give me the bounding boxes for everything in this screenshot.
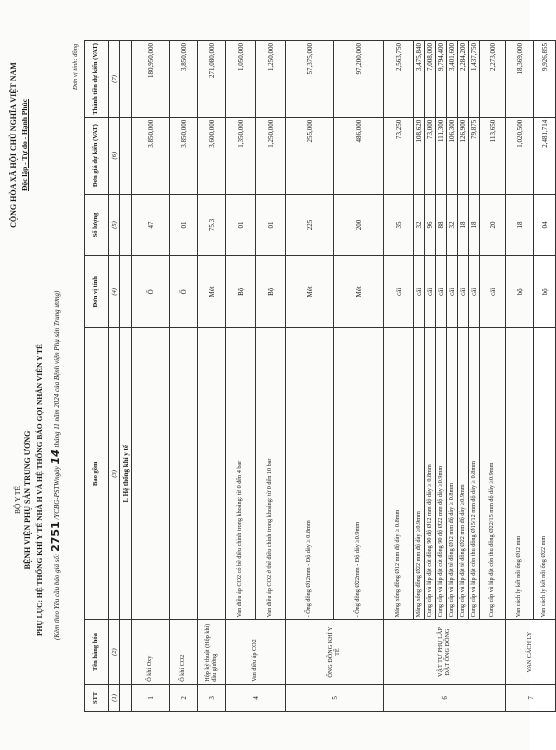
- header-stt: STT: [85, 684, 109, 711]
- row-price: 113,650: [480, 117, 506, 194]
- row-stt: 2: [170, 684, 198, 711]
- header-total: Thành tiền dự kiến (VAT): [85, 41, 109, 118]
- table-row: [414, 41, 425, 712]
- row-includes: Cung cấp và lắp đặt tê đồng Ø12 mm độ dày ≥ 0.8mm: [447, 328, 458, 620]
- row-unit: bộ: [534, 256, 556, 328]
- row-qty: 18: [458, 194, 469, 256]
- row-name: VẬT TƯ PHỤ LẮP ĐẶT ỐNG ĐỒNG: [384, 620, 506, 684]
- table-row: [384, 41, 414, 712]
- doc-number: 2751: [49, 521, 62, 552]
- table-row: [447, 41, 458, 712]
- row-includes: Cung cấp và lắp đặt tê đồng Ø22 mm độ dày ≥0.9mm: [458, 328, 469, 620]
- row-price: 108,620: [414, 117, 425, 194]
- appendix-title: PHỤ LỤC: HỆ THỐNG KHÍ Y TẾ NHÀ H VÀ HỆ THỐNG BÁO GỌI NHÂN VIÊN Y TẾ: [35, 343, 44, 637]
- col-number: (1): [109, 684, 120, 711]
- row-price: 2,481,714: [534, 117, 556, 194]
- row-includes: Măng xông đồng Ø22 mm độ dày ≥0.9mm: [414, 328, 425, 620]
- row-unit: cái: [414, 256, 425, 328]
- row-total: 1,437,750: [469, 41, 480, 118]
- row-unit: Ổ: [132, 256, 170, 328]
- table-row: [198, 41, 226, 712]
- row-price: 79,875: [469, 117, 480, 194]
- table-row: [469, 41, 480, 712]
- row-unit: cái: [384, 256, 414, 328]
- row-includes: Van điều áp CO2 có bề điều chỉnh trong khoảng: từ 0 đến 4 bar: [226, 328, 256, 620]
- row-stt: 1: [132, 684, 170, 711]
- row-total: 7,008,000: [425, 41, 436, 118]
- col-number: (3): [109, 328, 120, 620]
- row-total: 9,794,400: [436, 41, 447, 118]
- row-name: Ổ khí CO2: [170, 620, 198, 684]
- row-qty: 18: [506, 194, 534, 256]
- row-qty: 96: [425, 194, 436, 256]
- row-stt: 7: [506, 684, 556, 711]
- row-price: 3.850,000: [170, 117, 198, 194]
- header-price: Đơn giá dự kiến (VAT): [85, 117, 109, 194]
- table-row: [506, 41, 534, 712]
- row-unit: cái: [458, 256, 469, 328]
- subtitle-prefix: (Kèm theo Yêu cầu báo giá số:: [53, 553, 61, 640]
- row-stt: 5: [286, 684, 384, 711]
- subtitle-mid: /YCBG-PSTWngày: [53, 466, 61, 520]
- section-row: [120, 41, 132, 712]
- row-price: 1,250,000: [256, 117, 286, 194]
- row-unit: Mét: [334, 256, 384, 328]
- row-price: 73,250: [384, 117, 414, 194]
- table-row: [436, 41, 447, 712]
- row-unit: Mét: [198, 256, 226, 328]
- row-price: 73,000: [425, 117, 436, 194]
- day-number: 14: [49, 449, 62, 465]
- row-unit: cái: [425, 256, 436, 328]
- row-qty: 225: [286, 194, 334, 256]
- row-includes: Cung cấp và lắp đặt cút đồng 90 độ Ø12 mm độ dày ≥ 0.8mm: [425, 328, 436, 620]
- national-motto: Độc lập - Tự do - Hạnh Phúc: [20, 98, 29, 192]
- hospital-name: BỆNH VIỆN PHỤ SẢN TRUNG ƯƠNG: [23, 430, 32, 570]
- row-total: 1,250,000: [256, 41, 286, 118]
- row-price: 255,000: [286, 117, 334, 194]
- row-name: VAN CÁCH LY: [506, 620, 556, 684]
- col-number: (5): [109, 194, 120, 256]
- row-total: 2,273,000: [480, 41, 506, 118]
- row-price: 106,300: [447, 117, 458, 194]
- row-unit: Bộ: [226, 256, 256, 328]
- row-unit: Bộ: [256, 256, 286, 328]
- row-total: 3,850,000: [170, 41, 198, 118]
- table-row: [170, 41, 198, 712]
- row-price: 1,350,000: [226, 117, 256, 194]
- row-total: 1,050,000: [226, 41, 256, 118]
- row-qty: 75.3: [198, 194, 226, 256]
- table-row: [256, 41, 286, 712]
- row-total: 3,401,600: [447, 41, 458, 118]
- row-unit: cái: [480, 256, 506, 328]
- row-price: 111,300: [436, 117, 447, 194]
- col-number: (6): [109, 117, 120, 194]
- row-name: ỐNG ĐỒNG KHÍ Y TẾ: [286, 620, 384, 684]
- ministry-name: BỘ Y TẾ: [13, 485, 22, 515]
- row-includes: Van điều áp CO2 ở thể điều chỉnh trong khoảng: từ 0 đến 10 bar: [256, 328, 286, 620]
- subtitle-suffix: tháng 11 năm 2024 của Bệnh viện Phụ sản Trung ương): [53, 290, 61, 448]
- row-qty: 20: [480, 194, 506, 256]
- row-price: 3.850,000: [132, 117, 170, 194]
- row-total: 2,284,200: [458, 41, 469, 118]
- row-includes: - Ống đồng Ø12mm - Độ dày ≥ 0.8mm: [286, 328, 334, 620]
- row-qty: 04: [534, 194, 556, 256]
- row-includes: Van cách ly kết nối ống Ø22 mm: [534, 328, 556, 620]
- row-price: 3,600,000: [198, 117, 226, 194]
- row-includes: [132, 328, 170, 620]
- header-name: Tên hàng hóa: [85, 620, 109, 684]
- row-unit: cái: [469, 256, 480, 328]
- row-total: 9,926,855: [534, 41, 556, 118]
- row-name: Van điều áp CO2: [226, 620, 286, 684]
- row-name: Ổ khí Oxy: [132, 620, 170, 684]
- header-qty: Số lượng: [85, 194, 109, 256]
- table-row: [458, 41, 469, 712]
- row-qty: 01: [170, 194, 198, 256]
- row-qty: 200: [334, 194, 384, 256]
- row-qty: 01: [256, 194, 286, 256]
- section-title: I. Hệ thống khí y tế: [120, 328, 132, 620]
- row-qty: 18: [469, 194, 480, 256]
- row-includes: Cung cấp và lắp đặt cút đồng 90 độ Ø22 mm độ dày ≥0.9mm: [436, 328, 447, 620]
- row-qty: 35: [384, 194, 414, 256]
- row-price: 486,000: [334, 117, 384, 194]
- header-includes: Bao gồm: [85, 328, 109, 620]
- row-qty: 47: [132, 194, 170, 256]
- table-row: [334, 41, 384, 712]
- row-includes: Cung cấp và lắp đặt côn thu đồng Ø22/15 mm độ dày ≥0.9mm: [480, 328, 506, 620]
- col-number: (2): [109, 620, 120, 684]
- row-total: 2,563,750: [384, 41, 414, 118]
- table-row: [286, 41, 334, 712]
- row-unit: Mét: [286, 256, 334, 328]
- row-unit: bộ: [506, 256, 534, 328]
- table-row: [480, 41, 506, 712]
- table-row: [226, 41, 256, 712]
- row-qty: 32: [447, 194, 458, 256]
- table-row: [132, 41, 170, 712]
- row-qty: 32: [414, 194, 425, 256]
- row-includes: Van cách ly kết nối ống Ø12 mm: [506, 328, 534, 620]
- row-stt: 4: [226, 684, 286, 711]
- table-row: [425, 41, 436, 712]
- col-number: (4): [109, 256, 120, 328]
- row-price: 126,900: [458, 117, 469, 194]
- request-subtitle: [50, 291, 61, 640]
- row-total: 57,375,000: [286, 41, 334, 118]
- currency-note: Đơn vị tính: đồng: [72, 43, 79, 90]
- row-includes: Cung cấp và lắp đặt côn thu đồng Ø15/12 mm độ dày ≥ 0.8mm: [469, 328, 480, 620]
- row-price: 1,020,500: [506, 117, 534, 194]
- row-total: 97,200,000: [334, 41, 384, 118]
- row-total: 3,475,840: [414, 41, 425, 118]
- row-unit: cái: [447, 256, 458, 328]
- row-qty: 01: [226, 194, 256, 256]
- row-total: 18,369,000: [506, 41, 534, 118]
- row-total: 271,080,000: [198, 41, 226, 118]
- row-includes: - Ống đồng Ø22mm - Độ dày ≥0.9mm: [334, 328, 384, 620]
- row-unit: cái: [436, 256, 447, 328]
- column-number-row: [109, 41, 120, 712]
- col-number: (7): [109, 41, 120, 118]
- table-row: [534, 41, 556, 712]
- row-includes: Măng xông đồng Ø12 mm độ dày ≥ 0.8mm: [384, 328, 414, 620]
- republic-name: CỘNG HÒA XÃ HỘI CHỦ NGHĨA VIỆT NAM: [9, 62, 18, 228]
- row-qty: 88: [436, 194, 447, 256]
- header-row: [85, 41, 109, 712]
- row-name: Hộp kỹ thuật (Hộp khí) đầu giường: [198, 620, 226, 684]
- row-stt: 3: [198, 684, 226, 711]
- row-includes: [198, 328, 226, 620]
- row-includes: [170, 328, 198, 620]
- row-unit: Ổ: [170, 256, 198, 328]
- header-unit: Đơn vị tính: [85, 256, 109, 328]
- price-table: [84, 40, 556, 712]
- row-total: 180,950,000: [132, 41, 170, 118]
- row-stt: 6: [384, 684, 506, 711]
